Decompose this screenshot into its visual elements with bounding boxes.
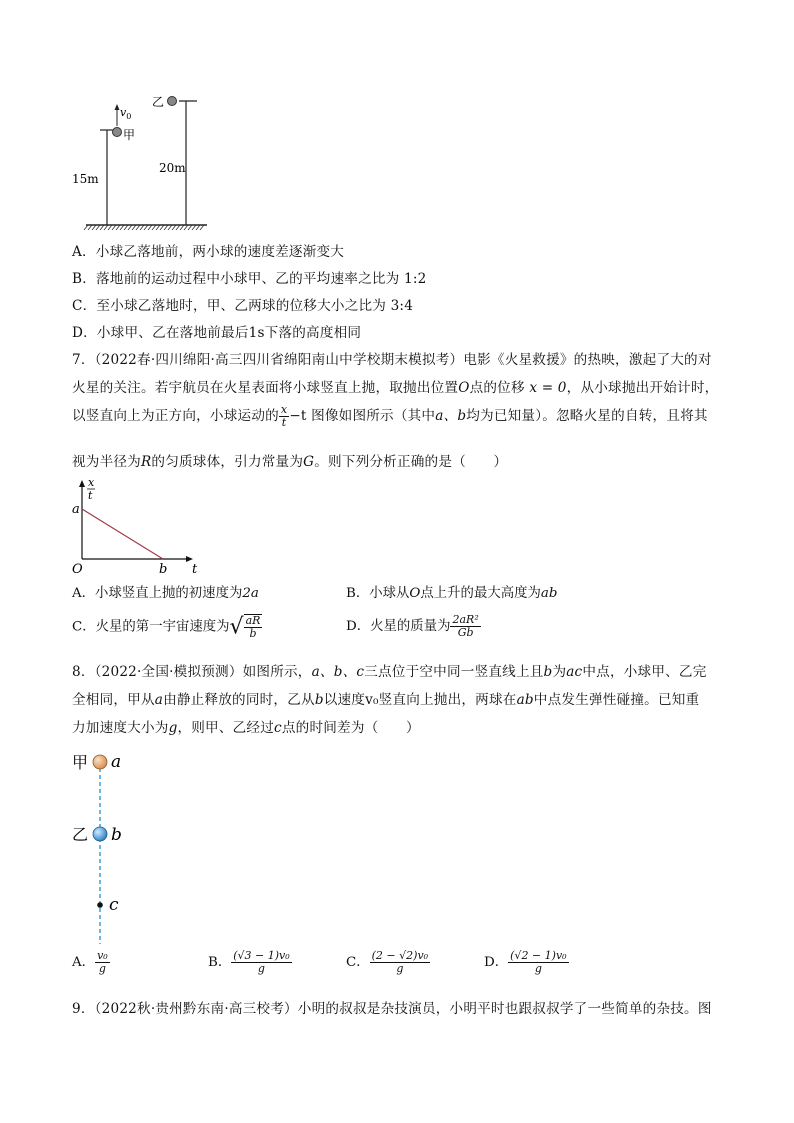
q7-graph-line (82, 509, 163, 559)
fig6-yi-label: 乙 (152, 95, 165, 109)
q6-figure (64, 88, 214, 233)
q8-figure (66, 748, 146, 948)
q8-option-a: A． $\frac{\text{v₀}}{g}$ (72, 949, 108, 976)
q7-line1: 7．（2022春·四川绵阳·高三四川省绵阳南山中学校期末模拟考）电影《火星救援》的热映，激起了大的对 (72, 352, 712, 368)
q8-fig-yi: 乙 (72, 825, 89, 844)
q7-graph (66, 475, 216, 575)
q6-option-d: D．小球甲、乙在落地前最后1s下落的高度相同 (72, 325, 362, 341)
q6-option-c: C．至小球乙落地时，甲、乙两球的位移大小之比为 3:4 (72, 298, 414, 314)
q7-graph-b: b (159, 562, 168, 575)
q8-line2: 全相同，甲从a由静止释放的同时，乙从b以速度v₀竖直向上抛出，两球在ab中点发生弹性碰撞。已知重 (72, 692, 700, 708)
q8-option-d: D． $\frac{\text{(√2 − 1)v₀}}{g}$ (484, 949, 567, 976)
q7-line3: 以竖直向上为正方向，小球运动的 $\frac{x}{t}$ −t 图像如图所示（其中a、b均为已知量）。忽略火星的自转，且将其 (72, 403, 708, 430)
q8-fig-c: c (109, 895, 119, 915)
q9-line1: 9．（2022秋·贵州黔东南·高三校考）小明的叔叔是杂技演员，小明平时也跟叔叔学了一些简单的杂技。图 (72, 1001, 712, 1017)
q7-line2: 火星的关注。若宇航员在火星表面将小球竖直上抛，取抛出位置O点的位移 x = 0，从小球抛出开始计时， (72, 380, 719, 396)
q7-graph-a: a (72, 502, 80, 517)
svg-text:v0: $v_0$ (120, 106, 132, 121)
q7-line4: 视为半径为R的匀质球体，引力常量为G。则下列分析正确的是（ ） (72, 454, 508, 470)
q7-graph-O: O (72, 562, 83, 575)
q7-graph-t: t (192, 562, 198, 575)
q8-fig-jia: 甲 (72, 753, 89, 772)
q8-fig-b: b (111, 825, 122, 845)
q7-option-a: A．小球竖直上抛的初速度为2a (72, 586, 259, 601)
q7-option-d: D．火星的质量为 $\frac{\text{2aR²}}{Gb}$ (346, 613, 479, 640)
q8-line3: 力加速度大小为g，则甲、乙经过c点的时间差为（ ） (72, 720, 420, 736)
fig6-jia-label: 甲 (123, 128, 136, 142)
fig6-15m-label: 15m (72, 172, 99, 186)
svg-text:x: x (88, 476, 95, 489)
fig6-v0-label: v (120, 106, 127, 119)
q8-line1: 8．（2022·全国·模拟预测）如图所示，a、b、c三点位于空中同一竖直线上且b为ac中点，小球甲、乙完 (72, 664, 707, 680)
q8-fig-a: a (111, 752, 122, 772)
q6-option-a: A．小球乙落地前，两小球的速度差逐渐变大 (72, 244, 345, 260)
q7-option-b: B．小球从O点上升的最大高度为ab (346, 586, 558, 601)
svg-text:t: t (88, 489, 93, 502)
q7-option-c: C．火星的第一宇宙速度为√ $\frac{aR}{b}$ (72, 614, 261, 641)
fig6-20m-label: 20m (159, 161, 186, 175)
q8-option-c: C． $\frac{\text{(2 − √2)v₀}}{g}$ (346, 949, 429, 976)
q6-option-b: B．落地前的运动过程中小球甲、乙的平均速率之比为 1:2 (72, 271, 427, 287)
q8-option-b: B． $\frac{\text{(√3 − 1)v₀}}{g}$ (208, 949, 290, 976)
